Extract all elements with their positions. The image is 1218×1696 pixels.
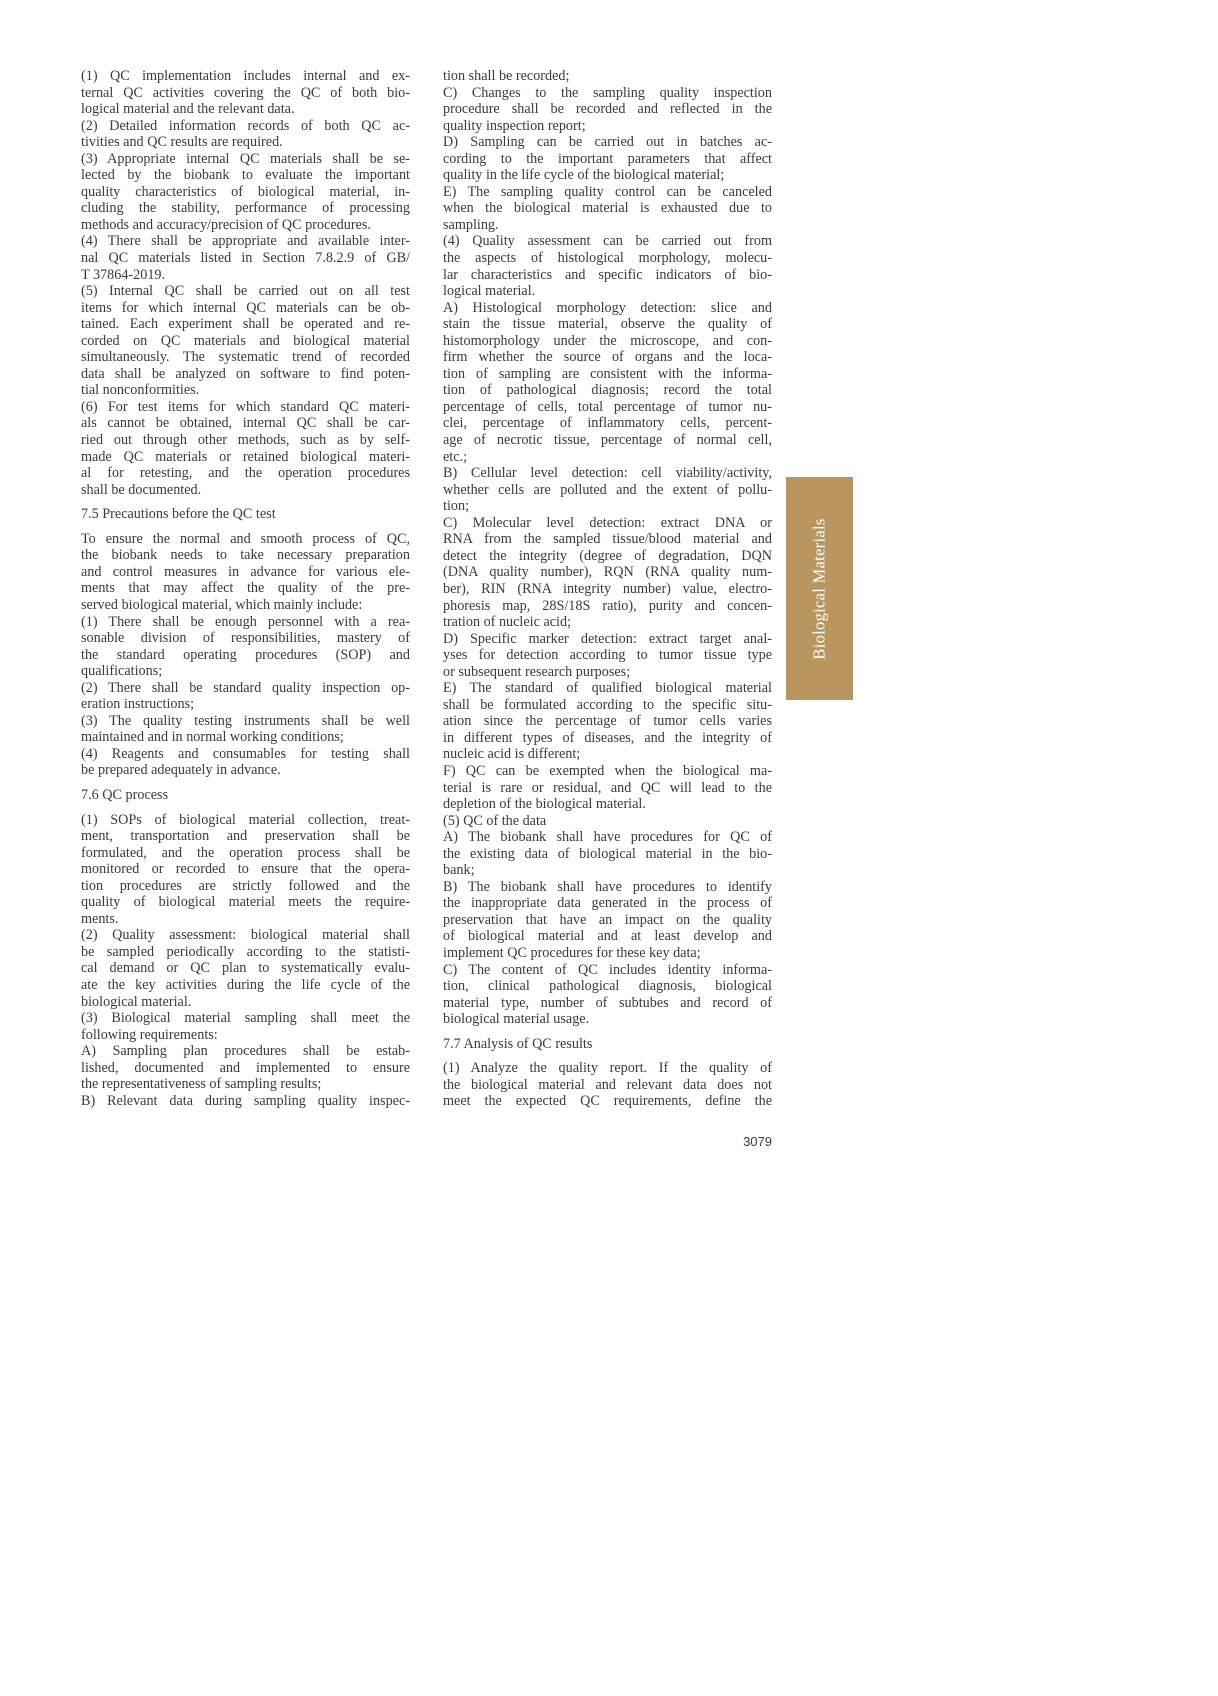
text-line: lected by the biobank to evaluate the important: [81, 167, 410, 184]
text-line: corded on QC materials and biological material: [81, 332, 410, 349]
text-line: formulated, and the operation process shall be: [81, 844, 410, 861]
side-tab-label: Biological Materials: [809, 517, 829, 660]
text-line: T 37864-2019.: [81, 266, 166, 283]
text-line: histomorphology under the microscope, and con-: [443, 332, 772, 349]
text-line: nal QC materials listed in Section 7.8.2.9 of GB/: [81, 250, 410, 267]
text-line: (3) The quality testing instruments shall be well: [81, 712, 410, 729]
text-line: nucleic acid is different;: [443, 746, 581, 763]
text-line: ried out through other methods, such as by self-: [81, 432, 410, 449]
paragraph: [443, 233, 772, 299]
text-line: (4) Quality assessment can be carried out from: [443, 233, 772, 250]
text-line: cording to the important parameters that affect: [443, 150, 772, 167]
text-line: monitored or recorded to ensure that the opera-: [81, 861, 410, 878]
text-line: be prepared adequately in advance.: [81, 762, 281, 779]
text-line: C) Changes to the sampling quality inspection: [443, 84, 772, 101]
text-line: quality characteristics of biological material, in-: [81, 183, 410, 200]
text-line: firm whether the source of organs and the loca-: [443, 349, 772, 366]
paragraph: [443, 515, 772, 631]
text-line: To ensure the normal and smooth process of QC,: [81, 530, 410, 547]
text-line: following requirements:: [81, 1026, 218, 1043]
paragraph: [443, 1060, 772, 1126]
text-line: logical material and the relevant data.: [81, 101, 295, 118]
text-line: be sampled periodically according to the statisti-: [81, 943, 410, 960]
text-line: [81, 1109, 410, 1126]
text-line: etc.;: [443, 448, 468, 465]
text-line: qualifications;: [81, 663, 163, 680]
text-line: ate the key activities during the life cycle of the: [81, 976, 410, 993]
text-line: simultaneously. The systematic trend of recorded: [81, 349, 410, 366]
text-line: tration of nucleic acid;: [443, 614, 572, 631]
text-line: sonable division of responsibilities, mastery of: [81, 630, 410, 647]
text-line: the existing data of biological material in the bio-: [443, 845, 772, 862]
text-line: detect the integrity (degree of degradation, DQN: [443, 547, 772, 564]
text-line: data shall be analyzed on software to find poten-: [81, 365, 410, 382]
text-line: ments that may affect the quality of the pre-: [81, 580, 410, 597]
text-line: tial nonconformities.: [81, 382, 200, 399]
text-line: (4) There shall be appropriate and available inter-: [81, 233, 410, 250]
paragraph: [81, 680, 410, 713]
text-line: E) The sampling quality control can be canceled: [443, 183, 772, 200]
paragraph: [81, 812, 410, 928]
text-line: ation since the percentage of tumor cells varies: [443, 713, 772, 730]
text-line: when the biological material is exhausted due to: [443, 200, 772, 217]
text-line: and control measures in advance for various ele-: [81, 563, 410, 580]
section-heading: 7.5 Precautions before the QC test: [81, 506, 276, 523]
text-line: (6) For test items for which standard QC materi-: [81, 398, 410, 415]
text-line: ments.: [81, 910, 119, 927]
text-line: quality of biological material meets the require-: [81, 894, 410, 911]
paragraph: [81, 1043, 410, 1093]
text-line: A) Sampling plan procedures shall be estab-: [81, 1043, 410, 1060]
text-line: tivities and QC results are required.: [81, 134, 283, 151]
paragraph: [81, 746, 410, 779]
text-line: B) Relevant data during sampling quality inspec-: [81, 1092, 410, 1109]
text-line: procedure shall be recorded and reflected in the: [443, 101, 772, 118]
text-line: E) The standard of qualified biological material: [443, 680, 772, 697]
paragraph: [81, 151, 410, 234]
text-line: (2) Quality assessment: biological material shall: [81, 927, 410, 944]
text-line: or subsequent research purposes;: [443, 663, 631, 680]
text-line: lar characteristics and specific indicators of bio-: [443, 266, 772, 283]
paragraph: [81, 1010, 410, 1043]
paragraph: [81, 118, 410, 151]
right-text-column: [443, 68, 772, 1126]
text-line: (3) Biological material sampling shall meet the: [81, 1010, 410, 1027]
text-line: the biobank needs to take necessary preparation: [81, 547, 410, 564]
paragraph: [81, 68, 410, 118]
text-line: age of necrotic tissue, percentage of normal cell,: [443, 432, 772, 449]
section-heading: 7.6 QC process: [81, 786, 169, 803]
text-line: methods and accuracy/precision of QC procedures.: [81, 216, 371, 233]
paragraph: [81, 713, 410, 746]
text-line: tion of sampling are consistent with the informa-: [443, 365, 772, 382]
text-line: depletion of the biological material.: [443, 796, 646, 813]
text-line: served biological material, which mainly include:: [81, 596, 363, 613]
text-line: items for which internal QC materials can be ob-: [81, 299, 410, 316]
paragraph: [81, 531, 410, 614]
text-line: tion procedures are strictly followed and the: [81, 877, 410, 894]
left-text-column: [81, 68, 410, 1126]
text-line: (2) There shall be standard quality inspection op-: [81, 679, 410, 696]
text-line: lished, documented and implemented to ensure: [81, 1059, 410, 1076]
text-line: D) Sampling can be carried out in batches ac-: [443, 134, 772, 151]
text-line: sampling.: [443, 216, 499, 233]
paragraph: [443, 813, 772, 830]
section-heading: 7.7 Analysis of QC results: [443, 1035, 593, 1052]
paragraph: [443, 680, 772, 763]
paragraph: [443, 631, 772, 681]
text-line: the representativeness of sampling results;: [81, 1076, 322, 1093]
text-line: (1) QC implementation includes internal and ex-: [81, 68, 410, 84]
text-line: percentage of cells, total percentage of tumor nu-: [443, 398, 772, 415]
text-line: ternal QC activities covering the QC of both bio-: [81, 84, 410, 101]
text-line: stain the tissue material, observe the quality of: [443, 316, 772, 333]
text-line: RNA from the sampled tissue/blood material and: [443, 531, 772, 548]
paragraph: [81, 927, 410, 1010]
text-line: C) Molecular level detection: extract DNA or: [443, 514, 772, 531]
text-line: A) Histological morphology detection: slice and: [443, 299, 772, 316]
text-line: shall be documented.: [81, 481, 202, 498]
text-line: the standard operating procedures (SOP) and: [81, 646, 410, 663]
text-line: B) The biobank shall have procedures to identify: [443, 878, 772, 895]
text-line: in different types of diseases, and the integrity of: [443, 729, 772, 746]
text-line: quality inspection report;: [443, 117, 586, 134]
text-line: maintained and in normal working conditions;: [81, 729, 344, 746]
text-line: tained. Each experiment shall be operated and re-: [81, 316, 410, 333]
paragraph: [443, 879, 772, 962]
paragraph: [443, 184, 772, 234]
text-line: meet the expected QC requirements, define the: [443, 1093, 772, 1110]
text-line: whether cells are polluted and the extent of pollu-: [443, 481, 772, 498]
text-line: terial is rare or residual, and QC will lead to the: [443, 779, 772, 796]
text-line: biological material usage.: [443, 1011, 590, 1028]
paragraph: [81, 233, 410, 283]
text-line: preservation that have an impact on the quality: [443, 911, 772, 928]
text-line: quality in the life cycle of the biological material;: [443, 167, 725, 184]
paragraph: [443, 300, 772, 465]
text-line: eration instructions;: [81, 696, 195, 713]
paragraph: [443, 134, 772, 184]
text-line: ment, transportation and preservation shall be: [81, 828, 410, 845]
text-line: the inappropriate data generated in the process of: [443, 895, 772, 912]
text-line: the biological material and relevant data does not: [443, 1076, 772, 1093]
page-number: 3079: [743, 1134, 772, 1149]
text-line: tion of pathological diagnosis; record the total: [443, 382, 772, 399]
text-line: tion;: [443, 498, 470, 515]
text-line: (1) There shall be enough personnel with a rea-: [81, 613, 410, 630]
text-line: (1) SOPs of biological material collection, treat-: [81, 811, 410, 828]
paragraph: [443, 962, 772, 1028]
text-line: A) The biobank shall have procedures for QC of: [443, 829, 772, 846]
text-line: phoresis map, 28S/18S ratio), purity and concen-: [443, 597, 772, 614]
text-line: C) The content of QC includes identity informa-: [443, 961, 772, 978]
text-line: tion shall be recorded;: [443, 68, 570, 84]
paragraph: [443, 68, 772, 85]
paragraph: [443, 829, 772, 879]
text-line: [443, 1110, 772, 1127]
paragraph: [443, 85, 772, 135]
text-line: (2) Detailed information records of both QC ac-: [81, 117, 410, 134]
text-line: shall be formulated according to the specific situ-: [443, 696, 772, 713]
text-line: biological material.: [81, 993, 192, 1010]
text-line: clei, percentage of inflammatory cells, percent-: [443, 415, 772, 432]
paragraph: [81, 614, 410, 680]
text-line: D) Specific marker detection: extract target anal-: [443, 630, 772, 647]
text-line: (3) Appropriate internal QC materials shall be se-: [81, 150, 410, 167]
text-line: yses for detection according to tumor tissue type: [443, 647, 772, 664]
text-line: bank;: [443, 862, 475, 879]
text-line: (1) Analyze the quality report. If the quality of: [443, 1060, 772, 1077]
text-line: cal demand or QC plan to systematically evalu-: [81, 960, 410, 977]
text-line: tion, clinical pathological diagnosis, biological: [443, 978, 772, 995]
text-line: ber), RIN (RNA integrity number) value, electro-: [443, 580, 772, 597]
text-line: B) Cellular level detection: cell viability/activity,: [443, 465, 772, 482]
text-line: implement QC procedures for these key data;: [443, 944, 701, 961]
text-line: als cannot be obtained, internal QC shall be car-: [81, 415, 410, 432]
paragraph: [443, 763, 772, 813]
text-line: al for retesting, and the operation procedures: [81, 465, 410, 482]
paragraph: [443, 465, 772, 515]
text-line: made QC materials or retained biological materi-: [81, 448, 410, 465]
paragraph: [81, 399, 410, 498]
text-line: material type, number of subtubes and record of: [443, 994, 772, 1011]
text-line: (5) QC of the data: [443, 812, 547, 829]
paragraph: [81, 283, 410, 399]
text-line: of biological material and at least develop and: [443, 928, 772, 945]
text-line: the aspects of histological morphology, molecu-: [443, 250, 772, 267]
paragraph: [81, 1093, 410, 1126]
text-line: (5) Internal QC shall be carried out on all test: [81, 283, 410, 300]
text-line: (4) Reagents and consumables for testing shall: [81, 745, 410, 762]
text-line: cluding the stability, performance of processing: [81, 200, 410, 217]
text-line: F) QC can be exempted when the biological ma-: [443, 762, 772, 779]
text-line: (DNA quality number), RQN (RNA quality num-: [443, 564, 772, 581]
section-side-tab: [786, 477, 853, 700]
text-line: logical material.: [443, 283, 536, 300]
